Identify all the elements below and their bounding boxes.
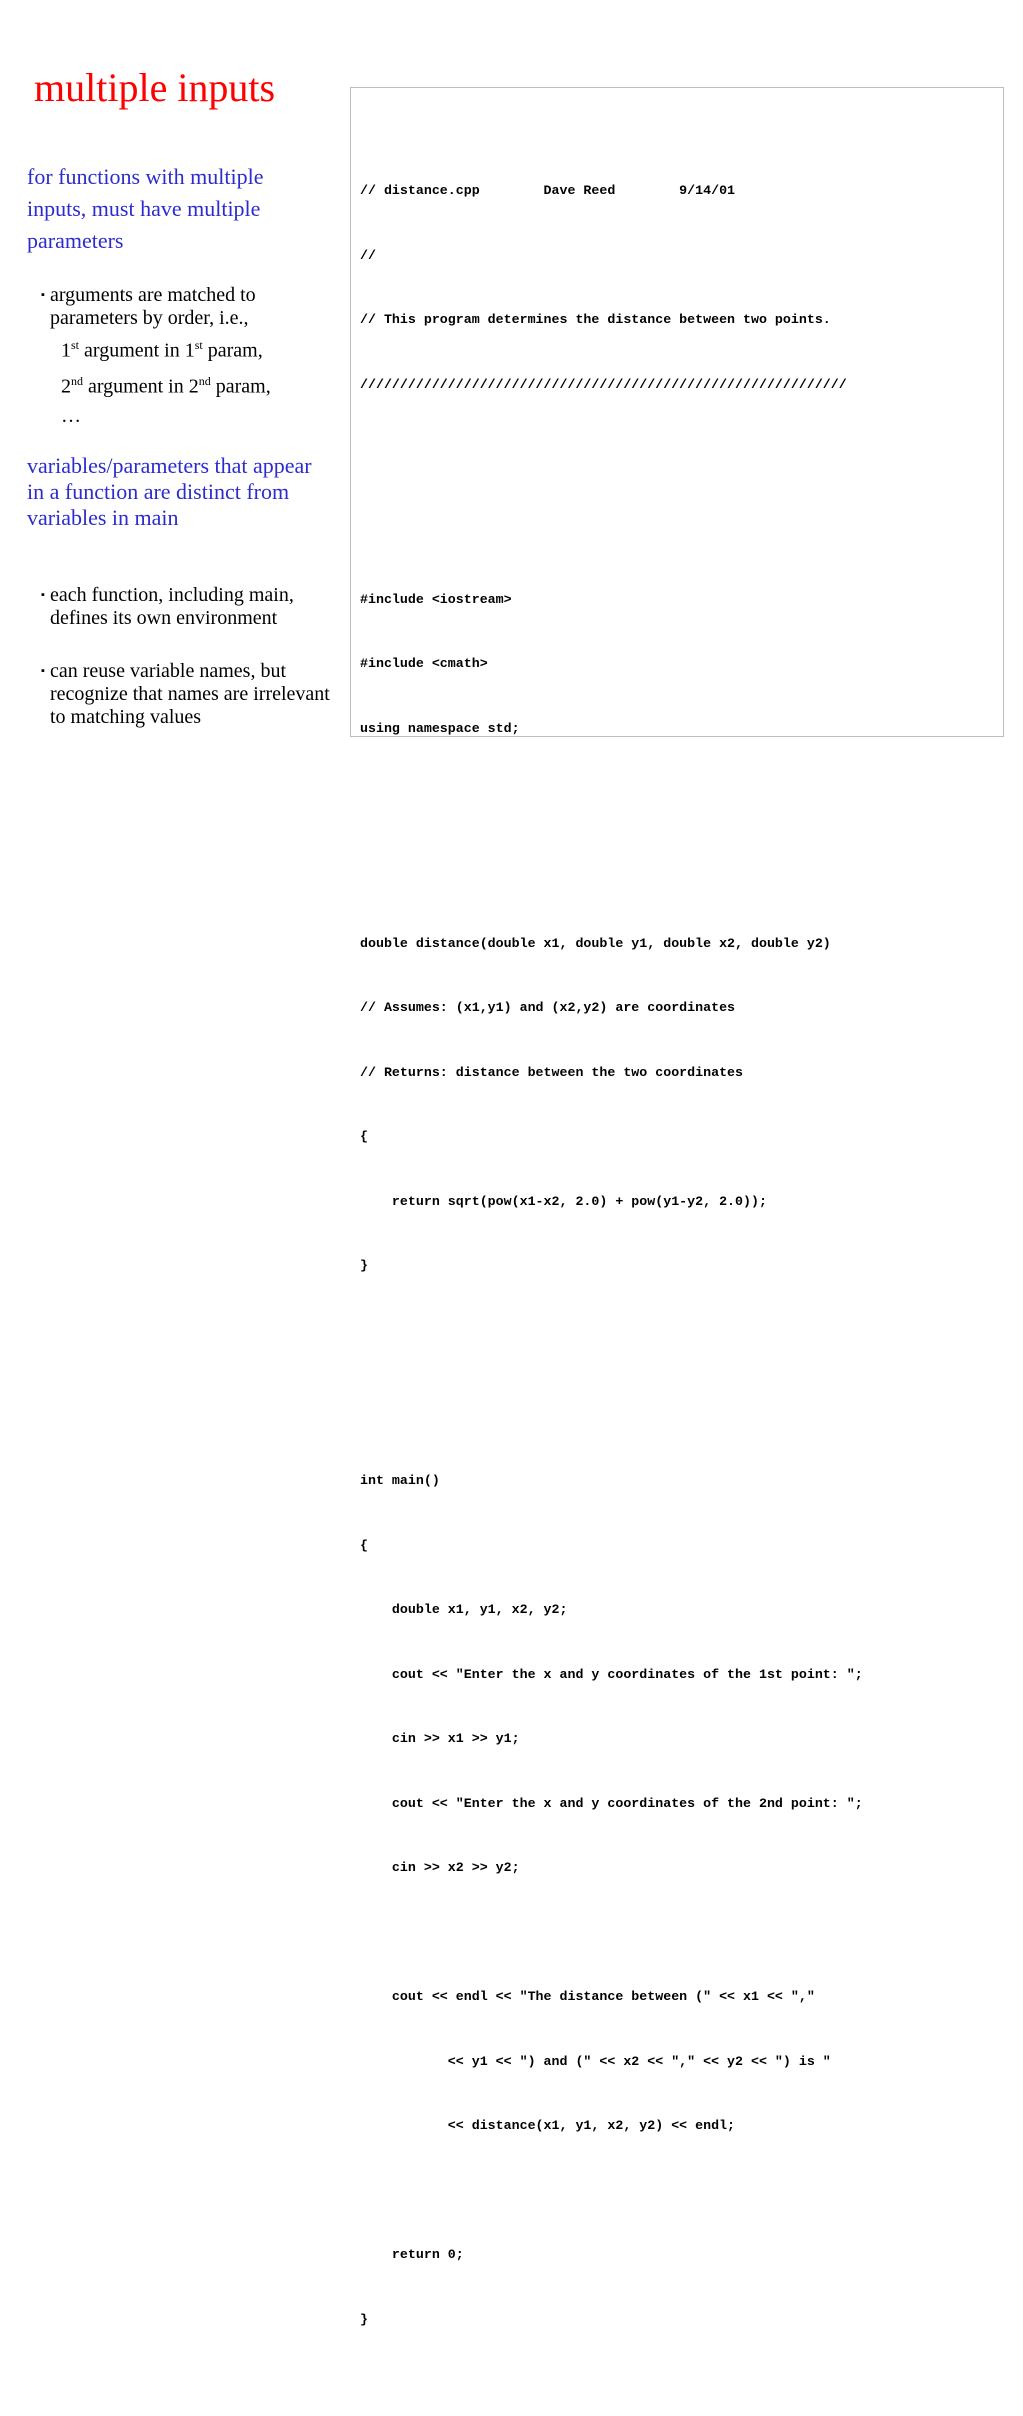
argument-line-1: 1st argument in 1st param, bbox=[61, 338, 263, 362]
code-line: { bbox=[360, 1129, 368, 1144]
code-line: // Assumes: (x1,y1) and (x2,y2) are coordinates bbox=[360, 1000, 736, 1015]
code-main-function bbox=[360, 1427, 863, 2373]
code-line: // This program determines the distance between two points. bbox=[360, 312, 831, 327]
code-line: ///////////////////////////////////////////////////////////// bbox=[360, 376, 847, 392]
code-distance-function bbox=[360, 890, 863, 1320]
code-line: } bbox=[360, 1258, 368, 1273]
code-line: double distance(double x1, double y1, double x2, double y2) bbox=[360, 935, 831, 951]
argument-line-2: 2nd argument in 2nd param, bbox=[61, 373, 271, 398]
code-line: cout << endl << "The distance between (" << x1 << "," bbox=[360, 1989, 815, 2004]
bullet-reuse-names bbox=[41, 660, 341, 729]
code-line: cout << "Enter the x and y coordinates of the 1st point: "; bbox=[360, 1666, 863, 1682]
code-line: << distance(x1, y1, x2, y2) << endl; bbox=[360, 2118, 736, 2133]
code-line: using namespace std; bbox=[360, 720, 520, 736]
code-line: int main() bbox=[360, 1473, 440, 1488]
point-distinct-variables: variables/parameters that appear in a function are distinct from variables in main bbox=[27, 453, 312, 530]
code-line: double x1, y1, x2, y2; bbox=[360, 1602, 568, 1617]
code-line: return 0; bbox=[360, 2247, 464, 2262]
bullet-text: each function, including main, defines its own environment bbox=[50, 584, 294, 629]
bullet-marker: ▪ bbox=[41, 289, 45, 301]
code-line: cout << "Enter the x and y coordinates of the 2nd point: "; bbox=[360, 1795, 863, 1811]
code-line: return sqrt(pow(x1-x2, 2.0) + pow(y1-y2, 2.0)); bbox=[360, 1193, 767, 1209]
bullet-text: can reuse variable names, but recognize that names are irrelevant to matching values bbox=[50, 660, 330, 728]
code-line: // Returns: distance between the two coordinates bbox=[360, 1064, 744, 1080]
argument-ellipsis: … bbox=[61, 405, 81, 428]
code-header bbox=[360, 137, 863, 438]
code-line: cin >> x2 >> y2; bbox=[360, 1860, 520, 1875]
bullet-marker: ▪ bbox=[41, 665, 45, 677]
code-line: } bbox=[360, 2311, 368, 2327]
code-line: { bbox=[360, 1537, 368, 1553]
bullet-marker: ▪ bbox=[41, 589, 45, 601]
code-line: cin >> x1 >> y1; bbox=[360, 1731, 520, 1746]
code-line: // bbox=[360, 247, 376, 263]
code-listing-box bbox=[350, 87, 1004, 2327]
bullet-text: arguments are matched to parameters by order, i.e., bbox=[50, 284, 256, 329]
code-line: << y1 << ") and (" << x2 << "," << y2 << ") is " bbox=[360, 2053, 831, 2069]
slide-title: multiple inputs bbox=[34, 65, 276, 110]
bullet-argument-matching bbox=[41, 284, 331, 431]
code-line: // distance.cpp Dave Reed 9/14/01 bbox=[360, 183, 736, 198]
code-line: #include <iostream> bbox=[360, 591, 512, 607]
point-multiple-parameters: for functions with multiple inputs, must have multiple parameters bbox=[27, 164, 264, 253]
code-listing bbox=[360, 94, 863, 2416]
code-line: #include <cmath> bbox=[360, 656, 488, 671]
code-includes bbox=[360, 546, 863, 783]
bullet-own-environment bbox=[41, 584, 301, 630]
